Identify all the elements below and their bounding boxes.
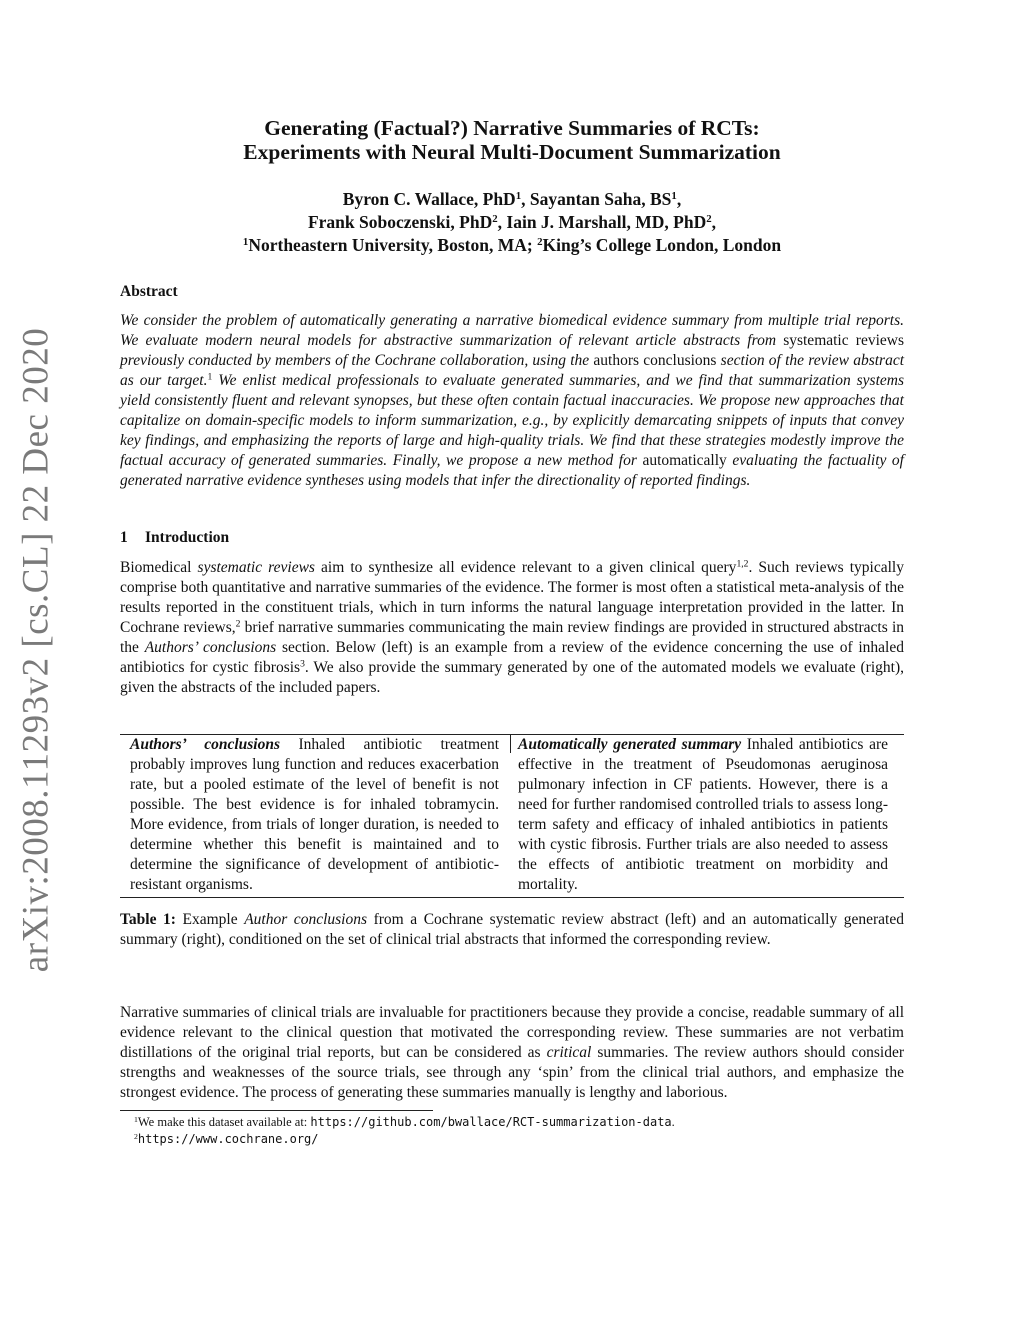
author-wallace: Byron C. Wallace, PhD [342,189,516,209]
affiliation-marker: 2 [492,213,498,226]
body-span: summaries. The review authors should consider strengths and weaknesses of the source trials, see through any ‘spin’ from the clinical trial authors, and emphasize the strongest evidence. The process of generating these summaries manually is lengthy and laborious. [120,1044,904,1101]
table-cell-text: Inhaled antibiotic treatment probably improves lung function and reduces exacerbation rate, but a pooled estimate of the level of benefit is not possible. The best evidence is for inhaled tobramycin. More evidence, from trials of longer duration, is needed to determine whether this benefit is maintained and to determine the significance of development of antibiotic-resistant organisms. [130,736,499,893]
section-title: Introduction [145,529,230,546]
author-soboczenski: Frank Soboczenski, PhD [307,212,493,232]
footnote-1 [134,1114,675,1131]
affiliation-marker: 2 [537,236,543,249]
title-line-2: Experiments with Neural Multi-Document Summarization [243,140,781,164]
body-paragraph [120,1003,904,1103]
affiliation-marker: 1 [242,236,249,249]
title-line-1: Generating (Factual?) Narrative Summaries of RCTs: [264,116,760,140]
footnotes [134,1114,675,1148]
arxiv-identifier-stamp [6,327,66,973]
author-line-1 [120,188,904,211]
intro-span: section. Below (left) is an example from a review of the evidence concerning the use of inhaled antibiotics for cystic fibrosis [120,639,904,676]
author-separator: , [676,189,682,209]
section-number: 1 [120,529,128,546]
table-cell-label: Automatically generated summary [518,736,742,753]
footnote-text: . [671,1115,675,1129]
table-cell-text: Inhaled antibiotics are effective in the treatment of Pseudomonas aeruginosa pulmonary infection in CF patients. However, there is a need for further randomised controlled trials to assess long-term safety and efficacy of inhaled antibiotics in patients with cystic fibrosis. Further trials are also needed to assess the effects of antibiotic treatment on morbidity and mortality. [518,736,888,893]
abstract-span: systematic reviews [783,332,904,349]
paper-title [120,116,904,164]
body-span: critical [546,1044,592,1061]
footnote-marker[interactable]: 1 [207,371,213,383]
table-1-caption [120,910,904,950]
table-cell-label: Authors’ conclusions [130,736,280,753]
affiliation-marker: 1 [515,190,522,203]
intro-span: Authors’ conclusions [144,639,277,656]
abstract-heading: Abstract [120,283,178,300]
abstract-span: We consider the problem of automatically generating a narrative biomedical evidence summary from multiple trial reports. We evaluate modern neural models for abstractive summarization of relevant article abstracts from [120,312,904,349]
intro-span: aim to synthesize all evidence relevant to a given clinical query [314,559,737,576]
cochrane-link[interactable]: https://www.cochrane.org/ [137,1132,319,1146]
intro-span: . We also provide the summary generated by one of the automated models we evaluate (right), given the abstracts of the included papers. [120,659,904,696]
author-marshall: , Iain J. Marshall, MD, PhD [497,212,707,232]
affiliation-marker: 2 [706,213,712,226]
intro-span: Biomedical [120,559,198,576]
affiliation-marker: 1 [671,190,677,203]
section-heading-introduction [120,529,229,547]
affiliations-line [120,234,904,257]
abstract-span: We enlist medical professionals to evaluate generated summaries, and we find that summarization systems yield consistently fluent and relevant synopses, but these often contain factual inaccuracies. We propose new approaches that capitalize on domain-specific models to inform summarization, e.g., by explicitly demarcating snippets of inputs that convey key findings, and emphasizing the reports of large and high-quality trials. We find that these strategies modestly improve the factual accuracy of generated summaries. Finally, we propose a new method for [120,372,905,469]
abstract-span: evaluating the factuality of generated narrative evidence syntheses using models that infer the directionality of reported findings. [120,452,904,489]
author-saha: , Sayantan Saha, BS [521,189,672,209]
intro-span: systematic reviews [197,559,315,576]
introduction-paragraph [120,558,904,698]
citation-marker[interactable]: 3 [300,658,305,670]
abstract-text [120,311,904,491]
intro-span: . Such reviews typically comprise both quantitative and narrative summaries of the evidence. The former is most often a statistical meta-analysis of the results reported in the constituent trials, which in turn informs the natural language interpretation provided in the latter. In Cochrane reviews, [120,559,904,636]
table-1 [120,734,904,898]
footnote-marker[interactable]: 2 [235,618,241,630]
table-cell-authors-conclusions [130,735,499,895]
affiliation-kings: King’s College London, London [542,235,782,255]
footnote-text: We make this dataset available at: [137,1115,311,1129]
caption-span: from a Cochrane systematic review abstract (left) and an automatically generated summary (right), conditioned on the set of clinical trial abstracts that informed the corresponding review. [120,911,904,948]
body-span: Narrative summaries of clinical trials are invaluable for practitioners because they provide a concise, readable summary of all evidence relevant to the clinical question that motivated the corresponding review. These summaries are not verbatim distillations of the original trial reports, but can be considered as [120,1004,904,1061]
intro-span: brief narrative summaries communicating the main review findings are provided in structured abstracts in the [120,619,904,656]
author-block [120,188,904,257]
table-column-divider [510,735,511,753]
caption-label: Table 1: [120,911,176,928]
footnote-2 [134,1131,675,1148]
footnote-number: 1 [134,1114,138,1124]
caption-span: Author conclusions [244,911,367,928]
caption-span: Example [175,911,245,928]
arxiv-stamp-text: arXiv:2008.11293v2 [cs.CL] 22 Dec 2020 [15,327,57,973]
footnote-number: 2 [134,1131,138,1141]
footnote-rule [120,1110,433,1111]
author-separator: , [711,212,717,232]
citation-marker[interactable]: 1,2 [736,558,749,570]
table-cell-generated-summary [518,735,888,895]
abstract-span: automatically [642,452,727,469]
abstract-span: previously conducted by members of the Cochrane collaboration, using the [120,352,594,369]
author-line-2 [120,211,904,234]
affiliation-northeastern: Northeastern University, Boston, MA; [248,235,538,255]
abstract-span: section of the review abstract as our target. [120,352,904,389]
dataset-link[interactable]: https://github.com/bwallace/RCT-summarization-data [310,1115,672,1129]
abstract-span: authors conclusions [593,352,717,369]
